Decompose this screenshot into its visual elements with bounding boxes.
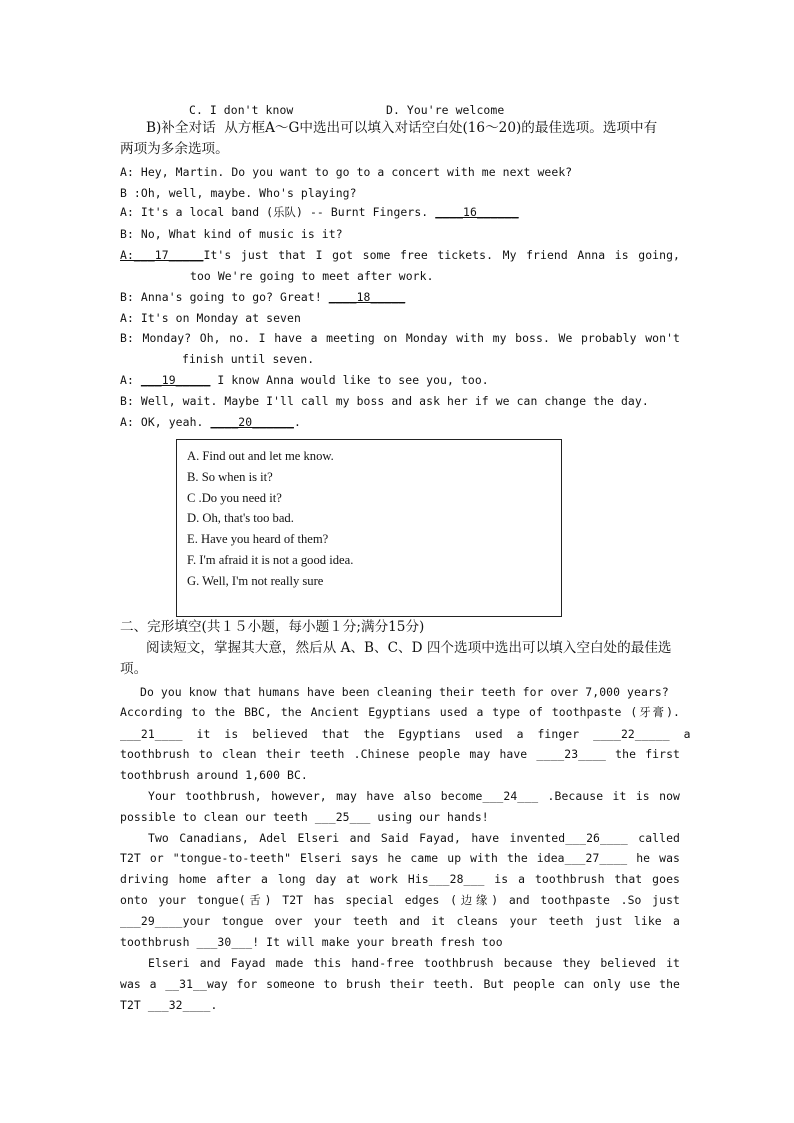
dialogue-line-9	[120, 372, 680, 388]
option-c: C .Do you need it?	[187, 491, 282, 505]
dialogue-line-7: A: It's on Monday at seven	[120, 311, 301, 325]
dialogue-text: A: OK, yeah.	[120, 415, 211, 429]
dialogue-text: It's just that I got some free tickets. My friend Anna is going,	[203, 248, 680, 262]
passage-line: Elseri and Fayad made this hand-free toothbrush because they believed it	[148, 956, 680, 970]
dialogue-line-11	[120, 414, 680, 430]
option-d: D. You're welcome	[386, 103, 505, 117]
passage-line: Do you know that humans have been cleaning their teeth for over 7,000 years?	[140, 685, 669, 699]
passage-line: According to the BBC, the Ancient Egyptians used a type of toothpaste (牙膏).	[120, 705, 680, 719]
blank-18[interactable]: ____18_____	[328, 290, 406, 304]
passage-line: T2T ___32____.	[120, 998, 218, 1012]
section-2-instruction-cont: 项。	[120, 661, 148, 677]
dialogue-line-2: B :Oh, well, maybe. Who's playing?	[120, 186, 357, 200]
passage-line: ___21____ it is believed that the Egyptians used a finger ____22_____ a	[120, 727, 691, 741]
dialogue-line-10: B: Well, wait. Maybe I'll call my boss and ask her if we can change the day.	[120, 394, 649, 408]
dialogue-text: B: Anna's going to go? Great!	[120, 290, 329, 304]
dialogue-line-5-cont: too We're going to meet after work.	[190, 269, 434, 283]
section-2-instruction: 阅读短文，掌握其大意，然后从 A、B、C、D 四个选项中选出可以填入空白处的最佳选	[146, 640, 672, 656]
options-box	[176, 439, 562, 617]
dialogue-text: I know Anna would like to see you, too.	[210, 373, 489, 387]
passage-line: Your toothbrush, however, may have also become___24___ .Because it is now	[148, 789, 680, 803]
passage-line: Two Canadians, Adel Elseri and Said Fayad, have invented___26____ called	[148, 831, 680, 845]
option-b: B. So when is it?	[187, 470, 273, 484]
section-b-instruction-cont: 两项为多余选项。	[120, 141, 229, 157]
passage-line: onto your tongue(舌) T2T has special edges (边缘) and toothpaste .So just	[120, 893, 680, 907]
passage-line: was a __31__way for someone to brush their teeth. But people can only use the	[120, 977, 680, 991]
passage-line: possible to clean our teeth ___25___ using our hands!	[120, 810, 489, 824]
passage-line: driving home after a long day at work His___28___ is a toothbrush that goes	[120, 872, 680, 886]
passage-line: toothbrush around 1,600 BC.	[120, 768, 308, 782]
passage-line: toothbrush ___30___! It will make your breath fresh too	[120, 935, 503, 949]
blank-16[interactable]: ____16______	[435, 205, 519, 219]
blank-17[interactable]: A:___17_____	[120, 248, 204, 262]
dialogue-line-6	[120, 289, 680, 305]
passage-line: T2T or "tongue-to-teeth" Elseri says he came up with the idea___27____ he was	[120, 851, 680, 865]
passage-line: ___29____your tongue over your teeth and it cleans your teeth just like a	[120, 914, 680, 928]
blank-19[interactable]: ___19_____	[140, 373, 211, 387]
passage-line: toothbrush to clean their teeth .Chinese people may have ____23____ the first	[120, 747, 680, 761]
dialogue-text: .	[293, 415, 301, 429]
dialogue-line-1: A: Hey, Martin. Do you want to go to a concert with me next week?	[120, 165, 573, 179]
dialogue-line-3	[120, 204, 680, 220]
dialogue-line-8-cont: finish until seven.	[182, 352, 315, 366]
dialogue-line-5	[120, 247, 680, 263]
option-e: E. Have you heard of them?	[187, 532, 329, 546]
blank-20[interactable]: ____20______	[210, 415, 294, 429]
dialogue-text: A:	[120, 373, 141, 387]
dialogue-line-4: B: No, What kind of music is it?	[120, 227, 343, 241]
dialogue-line-8: B: Monday? Oh, no. I have a meeting on Monday with my boss. We probably won't	[120, 331, 680, 345]
option-d: D. Oh, that's too bad.	[187, 511, 294, 525]
option-g: G. Well, I'm not really sure	[187, 574, 324, 588]
section-b-instruction: B)补全对话 从方框A～G中选出可以填入对话空白处(16～20)的最佳选项。选项中有	[146, 120, 658, 136]
option-a: A. Find out and let me know.	[187, 449, 334, 463]
option-c: C. I don't know	[189, 103, 294, 117]
section-2-heading: 二、完形填空(共１５小题，每小题１分;满分15分)	[120, 619, 425, 635]
option-f: F. I'm afraid it is not a good idea.	[187, 553, 354, 567]
dialogue-text: A: It's a local band (乐队) -- Burnt Fingers.	[120, 205, 436, 219]
